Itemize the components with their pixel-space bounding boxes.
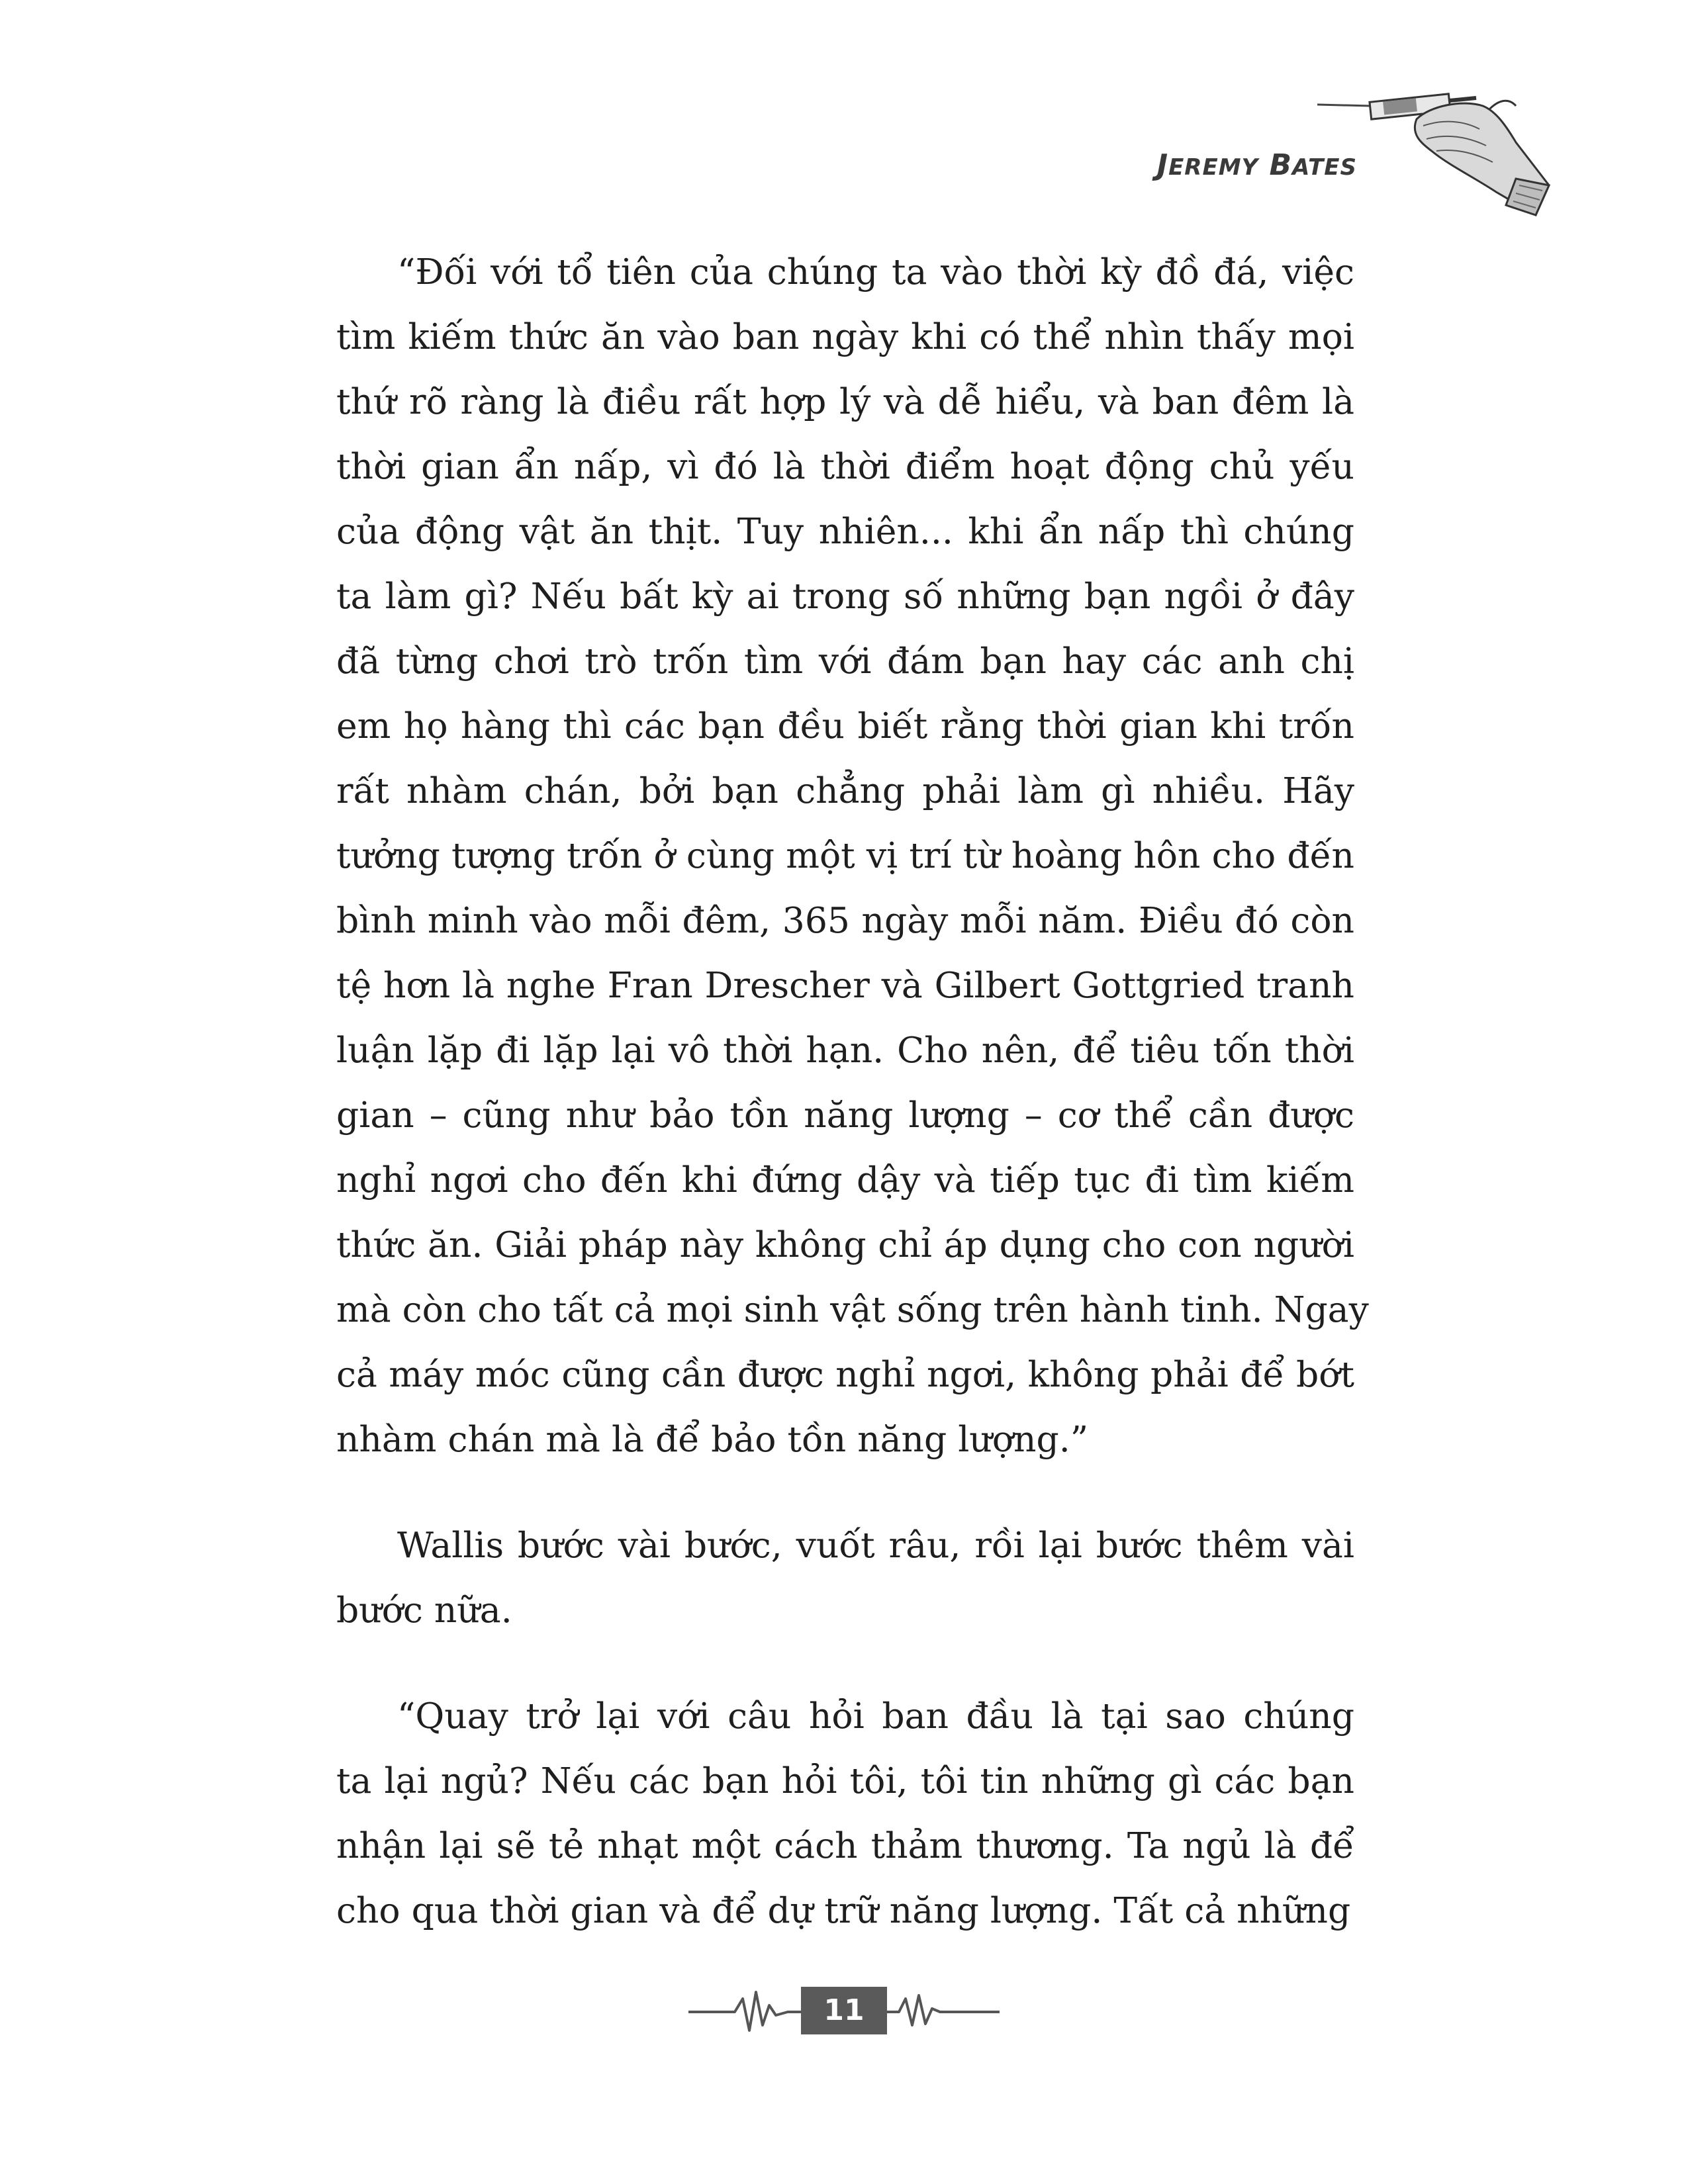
author-first-name: JEREMY (1156, 148, 1259, 182)
page-number: 11 (801, 1987, 887, 2034)
text-line: tệ hơn là nghe Fran Drescher và Gilbert Gottgried tranh (336, 964, 1354, 1006)
body-text (336, 240, 1369, 1943)
text-line: em họ hàng thì các bạn đều biết rằng thời gian khi trốn (336, 705, 1354, 747)
text-line: nghỉ ngơi cho đến khi đứng dậy và tiếp tục đi tìm kiếm (336, 1159, 1354, 1201)
text-line: ta lại ngủ? Nếu các bạn hỏi tôi, tôi tin những gì các bạn (336, 1760, 1354, 1801)
text-line: đã từng chơi trò trốn tìm với đám bạn hay các anh chị (336, 640, 1354, 682)
text-line: nhàm chán mà là để bảo tồn năng lượng.” (336, 1418, 1089, 1460)
text-line: “Quay trở lại với câu hỏi ban đầu là tại sao chúng (397, 1695, 1354, 1737)
author-last-name: BATES (1269, 148, 1357, 182)
text-line: bình minh vào mỗi đêm, 365 ngày mỗi năm. Điều đó còn (336, 899, 1354, 941)
text-line: mà còn cho tất cả mọi sinh vật sống trên hành tinh. Ngay (336, 1289, 1369, 1330)
text-line: của động vật ăn thịt. Tuy nhiên... khi ẩn nấp thì chúng (336, 510, 1354, 552)
page-footer (688, 1979, 1000, 2045)
text-line: cho qua thời gian và để dự trữ năng lượng. Tất cả những (336, 1889, 1351, 1931)
text-line: thứ rõ ràng là điều rất hợp lý và dễ hiểu, và ban đêm là (336, 381, 1354, 422)
text-line: luận lặp đi lặp lại vô thời hạn. Cho nên, để tiêu tốn thời (336, 1029, 1354, 1071)
paragraph-gap (336, 1643, 1354, 1684)
paragraph (336, 1513, 1354, 1643)
text-line: tưởng tượng trốn ở cùng một vị trí từ hoàng hôn cho đến (336, 835, 1354, 876)
text-line: rất nhàm chán, bởi bạn chẳng phải làm gì nhiều. Hãy (336, 770, 1354, 811)
text-line: “Đối với tổ tiên của chúng ta vào thời kỳ đồ đá, việc (397, 251, 1354, 293)
paragraph-gap (336, 1472, 1354, 1513)
text-line: tìm kiếm thức ăn vào ban ngày khi có thể nhìn thấy mọi (336, 316, 1354, 357)
text-line: bước nữa. (336, 1589, 512, 1631)
text-line: gian – cũng như bảo tồn năng lượng – cơ thể cần được (336, 1094, 1354, 1136)
syringe-hand-icon (1317, 79, 1556, 232)
text-line: thời gian ẩn nấp, vì đó là thời điểm hoạt động chủ yếu (336, 445, 1354, 487)
text-line: thức ăn. Giải pháp này không chỉ áp dụng cho con người (336, 1224, 1354, 1265)
text-line: nhận lại sẽ tẻ nhạt một cách thảm thương. Ta ngủ là để (336, 1825, 1354, 1866)
paragraph (336, 240, 1369, 1472)
text-line: cả máy móc cũng cần được nghỉ ngơi, không phải để bớt (336, 1353, 1354, 1395)
text-line: ta làm gì? Nếu bất kỳ ai trong số những bạn ngồi ở đây (336, 575, 1354, 617)
paragraph (336, 1684, 1354, 1943)
text-line: Wallis bước vài bước, vuốt râu, rồi lại bước thêm vài (397, 1524, 1354, 1566)
